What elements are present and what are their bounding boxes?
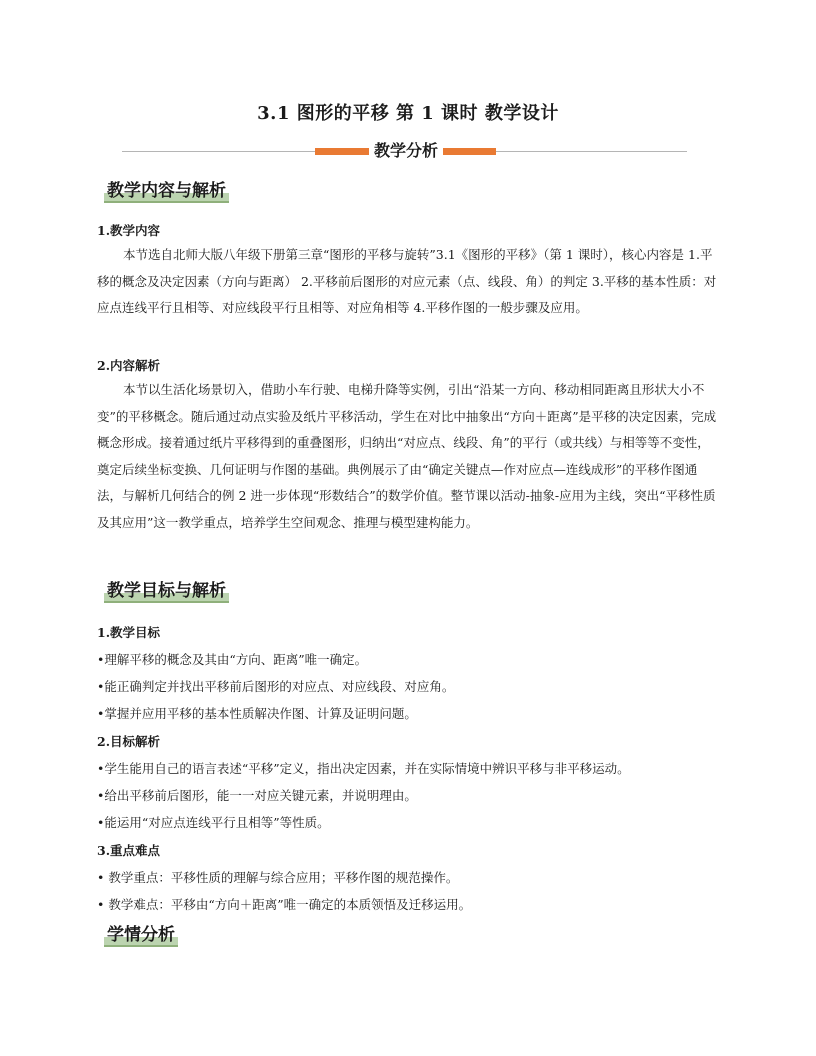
- subheading-teaching-content: 1.教学内容: [97, 223, 161, 238]
- subheading-key-points: 3.重点难点: [97, 843, 161, 858]
- goal-analysis-item: •给出平移前后图形，能一一对应关键元素，并说明理由。: [97, 788, 417, 803]
- section-banner: [122, 140, 687, 164]
- goal-analysis-item: •学生能用自己的语言表述“平移”定义，指出决定因素，并在实际情境中辨识平移与非平移运动。: [97, 761, 630, 776]
- section-heading-goals: 教学目标与解析: [104, 580, 229, 602]
- subheading-goal-analysis: 2.目标解析: [97, 734, 161, 749]
- paragraph-content-analysis: 本节以生活化场景切入，借助小车行驶、电梯升降等实例，引出“沿某一方向、移动相同距离且形状大小不变”的平移概念。随后通过动点实验及纸片平移活动，学生在对比中抽象出“方向＋距离”是平移的决定因素，完成概念形成。接着通过纸片平移得到的重叠图形，归纳出“对应点、线段、角”的平行（或共线）与相等等不变性，奠定后续坐标变换、几何证明与作图的基础。典例展示了由“确定关键点—作对应点—连线成形”的平移作图通法，与解析几何结合的例 2 进一步体现“形数结合”的数学价值。整节课以活动-抽象-应用为主线，突出“平移性质及其应用”这一教学重点，培养学生空间观念、推理与模型建构能力。: [97, 382, 717, 530]
- banner-bar-right: [443, 148, 496, 155]
- banner-bar-left: [315, 148, 369, 155]
- section-heading-content: 教学内容与解析: [104, 180, 229, 202]
- banner-text: 教学分析: [369, 140, 443, 162]
- goal-item: •掌握并应用平移的基本性质解决作图、计算及证明问题。: [97, 706, 417, 721]
- goal-item: •理解平移的概念及其由“方向、距离”唯一确定。: [97, 652, 368, 667]
- document-title: 3.1 图形的平移 第 1 课时 教学设计: [257, 103, 559, 124]
- key-point-item: • 教学重点：平移性质的理解与综合应用；平移作图的规范操作。: [97, 870, 459, 885]
- paragraph-teaching-content: 本节选自北师大版八年级下册第三章“图形的平移与旋转”3.1《图形的平移》（第 1 课时），核心内容是 1.平移的概念及决定因素（方向与距离） 2.平移前后图形的对应元素（点、线段、角）的判定 3.平移的基本性质：对应点连线平行且相等、对应线段平行且相等、对应角相等 4.平移作图的一般步骤及应用。: [97, 247, 717, 315]
- subheading-goals: 1.教学目标: [97, 625, 161, 640]
- goal-item: •能正确判定并找出平移前后图形的对应点、对应线段、对应角。: [97, 679, 455, 694]
- key-point-item: • 教学难点：平移由“方向＋距离”唯一确定的本质领悟及迁移运用。: [97, 897, 472, 912]
- section-heading-student-analysis: 学情分析: [104, 924, 178, 946]
- goal-analysis-item: •能运用“对应点连线平行且相等”等性质。: [97, 815, 330, 830]
- subheading-content-analysis: 2.内容解析: [97, 358, 161, 373]
